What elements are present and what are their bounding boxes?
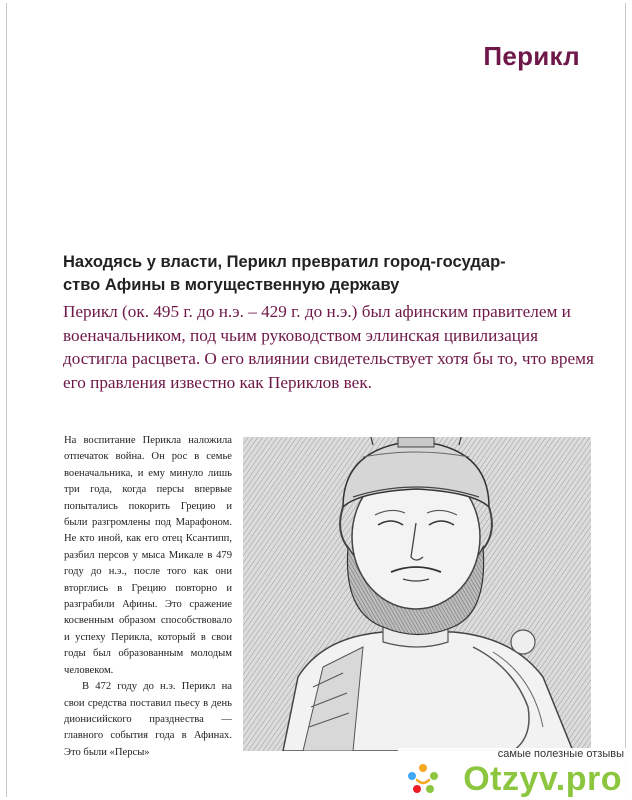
subtitle-line-2: ство Афины в могущественную державу <box>63 276 400 294</box>
watermark <box>398 748 630 800</box>
pericles-portrait <box>243 437 591 751</box>
subtitle <box>63 251 583 297</box>
watermark-logo[interactable]: Otzyv.pro <box>463 760 622 798</box>
book-page <box>6 3 626 797</box>
body-column <box>64 433 232 761</box>
otzyv-logo-icon <box>406 762 440 796</box>
chapter-title: Перикл <box>483 41 580 71</box>
watermark-tagline: самые полезные отзывы <box>497 748 624 760</box>
body-paragraph-1: На воспитание Перикла наложила отпечаток война. Он рос в семье военачальника, и ему минуло лишь три года, когда персы впервые попытались покорить Грецию и были разгромлены под Марафоном. Не кто иной, как его отец Ксантипп, разбил персов у мыса Микале в 479 году до н.э., после того как они вторглись в Грецию повторно и разграбили Афины. Это сражение косвенным образом способствовало и успеху Перикла, который в свои годы был образованным молодым человеком. <box>64 435 232 676</box>
lead-paragraph: Перикл (ок. 495 г. до н.э. – 429 г. до н.э.) был афинским правителем и военачальником, под чьим руководством эллинская цивилизация достигла расцвета. О его влиянии свидетельствует хотя бы то, что время его правления известно как Периклов век. <box>63 302 594 392</box>
subtitle-line-1: Находясь у власти, Перикл превратил город-государ- <box>63 253 506 271</box>
pericles-bust-illustration <box>243 437 591 751</box>
body-paragraph-2: В 472 году до н.э. Перикл на свои средства поставил пьесу в день дионисийского празднества — главного события года в Афинах. Это были «Персы» <box>64 681 232 758</box>
